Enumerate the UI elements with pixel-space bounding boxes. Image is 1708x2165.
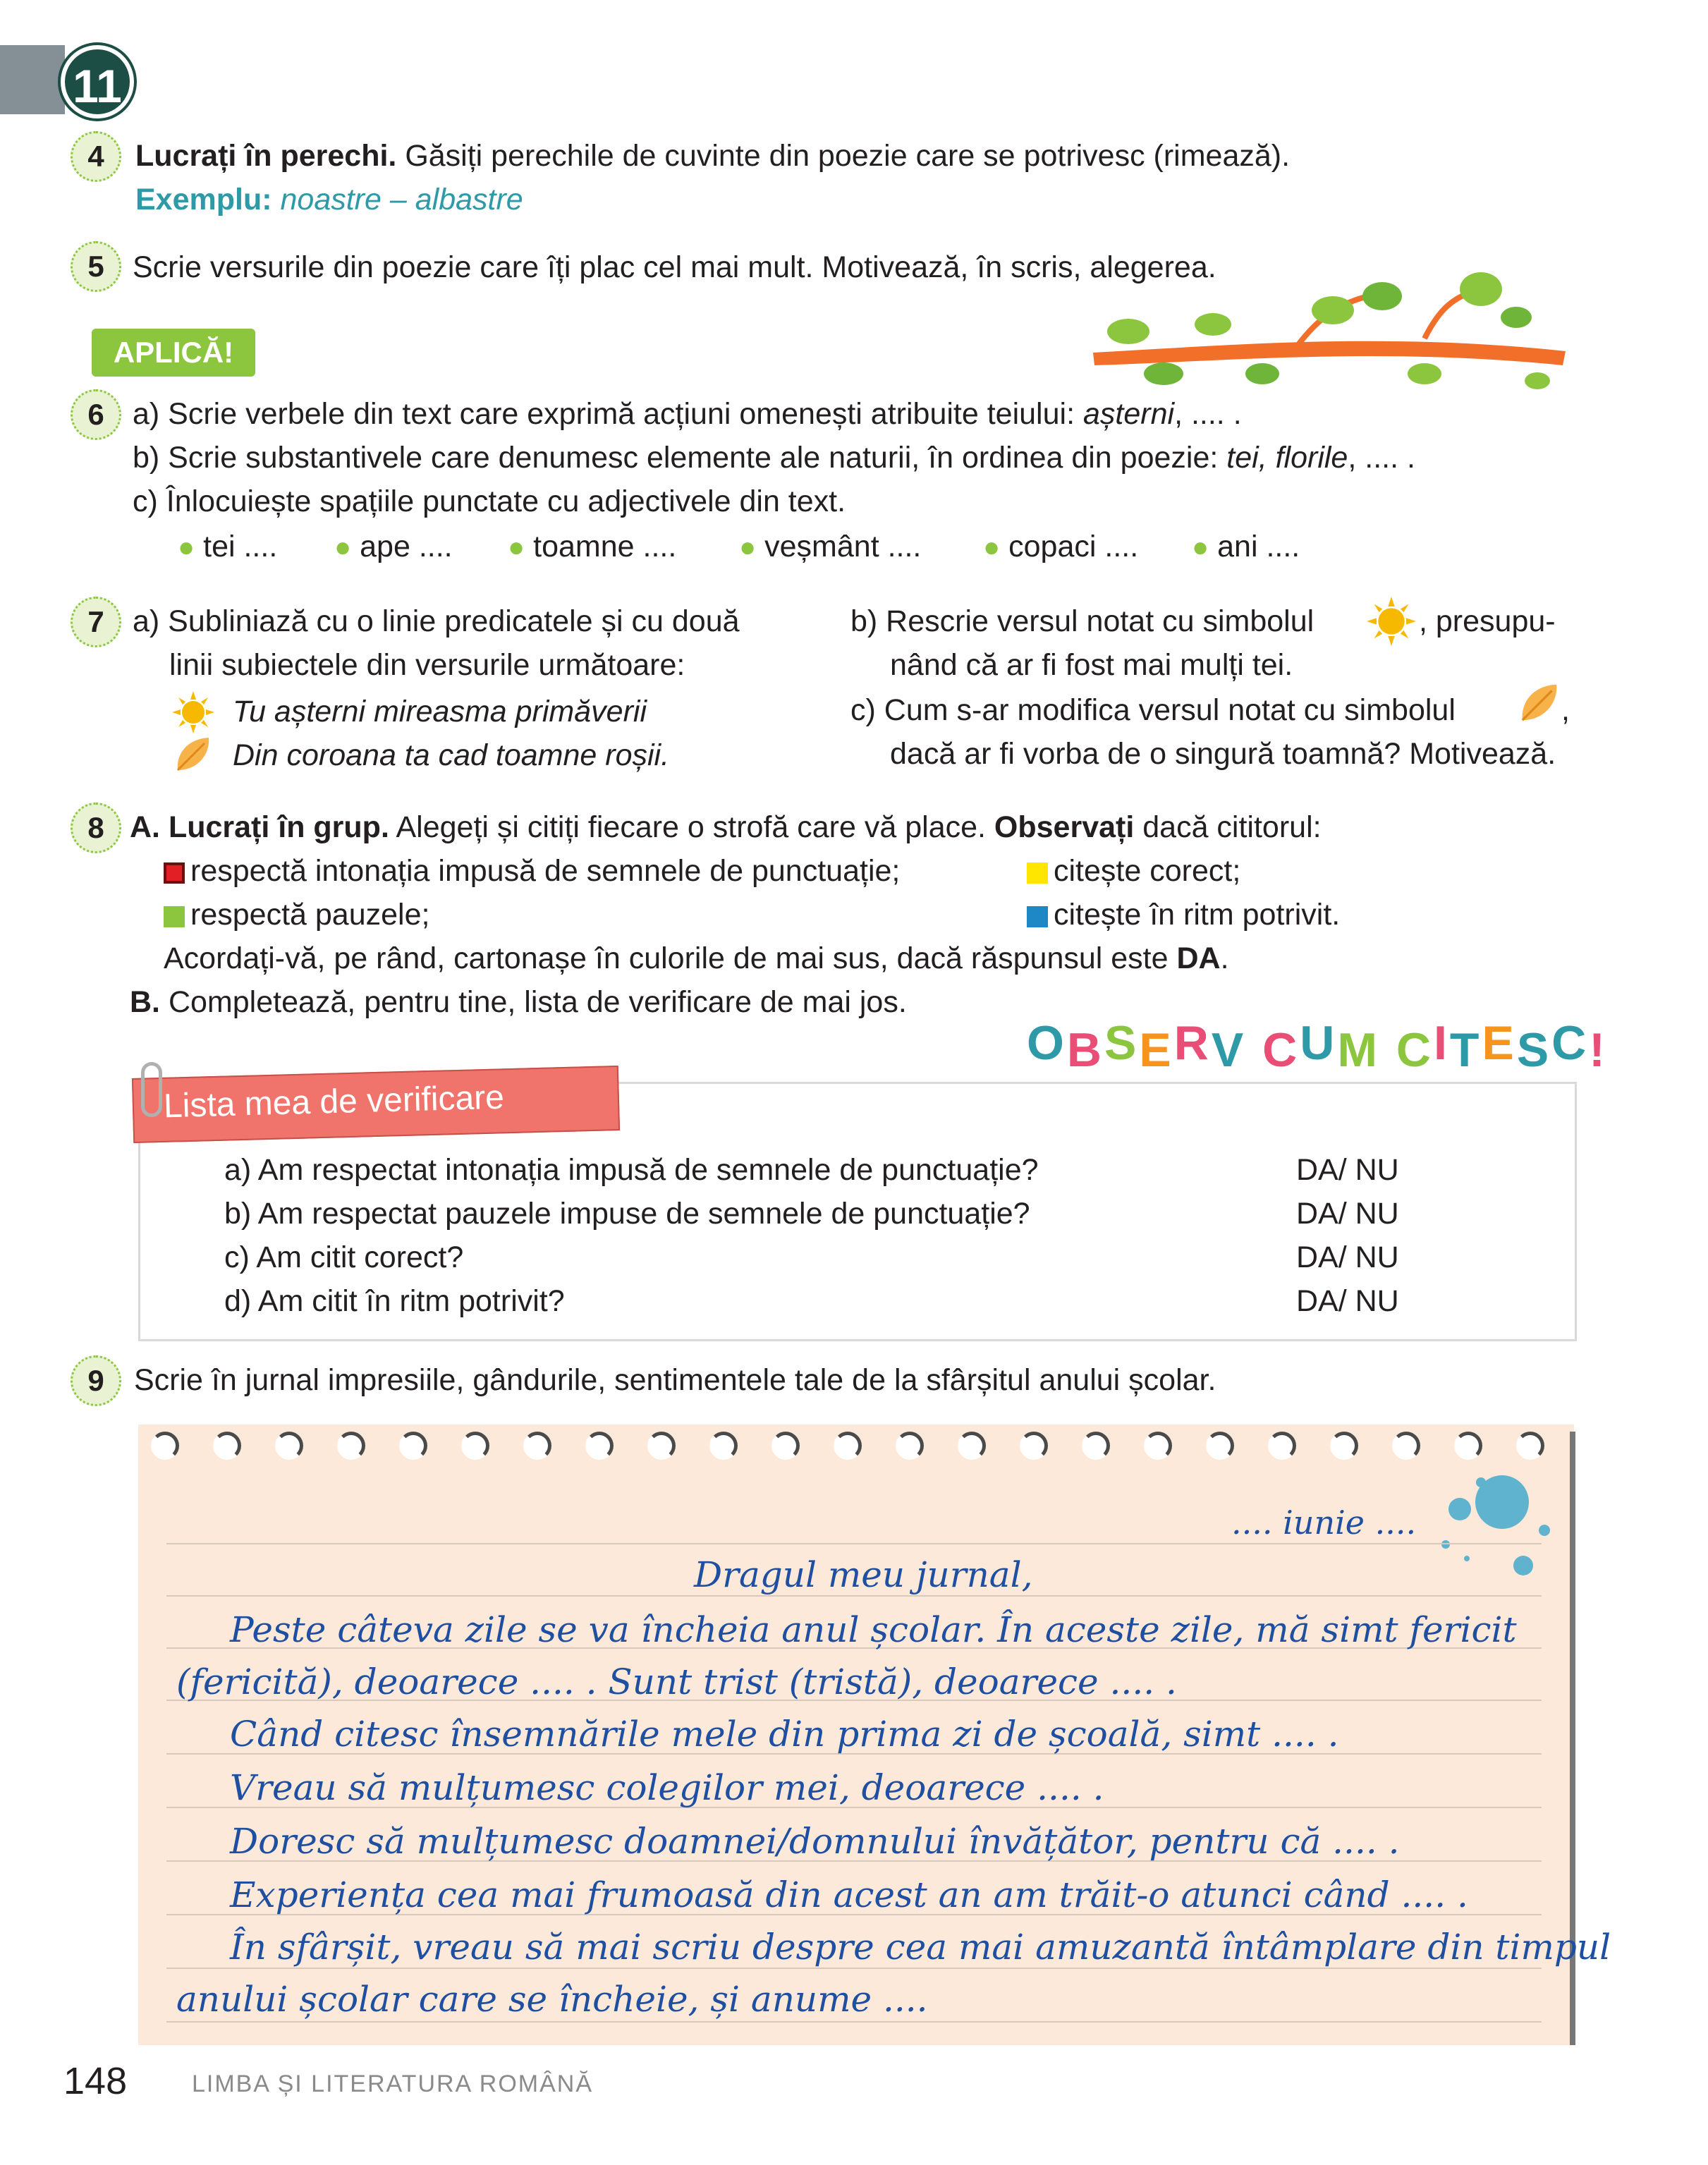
exercise-6-number: 6 — [71, 389, 121, 440]
checklist-answer: DA/ NU — [1296, 1240, 1399, 1274]
exercise-4-text: Găsiți perechile de cuvinte din poezie care se potrivesc (rimează). — [396, 139, 1291, 173]
exercise-7-number: 7 — [71, 597, 121, 647]
item-text: veșmânt .... — [764, 530, 922, 563]
criterion-text: respectă intonația impusă de semnele de punctuație; — [190, 854, 901, 888]
sun-icon — [172, 691, 214, 733]
exercise-6-item: ● toamne .... — [508, 530, 677, 563]
exercise-4-bold: Lucrați în perechi. — [135, 139, 397, 173]
spiral-hole — [275, 1432, 303, 1460]
green-card-icon — [164, 906, 185, 927]
title-letter: V — [1211, 1023, 1247, 1077]
checklist-answer: DA/ NU — [1296, 1284, 1399, 1318]
title-letter: E — [1139, 1023, 1174, 1077]
journal-line: Experiența cea mai frumoasă din acest an am trăit-o atunci când .... . — [230, 1874, 1468, 1915]
criterion-green — [164, 893, 429, 937]
exercise-4-number: 4 — [71, 131, 121, 182]
journal-line: Vreau să mulțumesc colegilor mei, deoarece .... . — [230, 1767, 1104, 1808]
title-letter: E — [1482, 1016, 1517, 1070]
exercise-9-text: Scrie în jurnal impresiile, gândurile, sentimentele tale de la sfârșitul anului școlar. — [134, 1363, 1216, 1397]
exercise-7-b-line2: nând că ar fi fost mai mulți tei. — [890, 648, 1293, 682]
spiral-hole — [834, 1432, 862, 1460]
spiral-hole — [1392, 1432, 1420, 1460]
spiral-hole — [1516, 1432, 1544, 1460]
checklist-question: c) Am citit corect? — [224, 1240, 464, 1274]
title-letter: O — [1027, 1016, 1067, 1070]
title-letter: I — [1434, 1016, 1450, 1070]
spiral-hole — [523, 1432, 551, 1460]
journal-line: Doresc să mulțumesc doamnei/domnului învățător, pentru că .... . — [230, 1821, 1400, 1862]
checklist-question: b) Am respectat pauzele impuse de semnele de punctuație? — [224, 1197, 1030, 1231]
exercise-7-b-line1-end: , presupu- — [1419, 604, 1556, 638]
exercise-7-c-line1-end: , — [1561, 693, 1570, 727]
yellow-card-icon — [1027, 862, 1048, 884]
exercise-6-a-end: , .... . — [1174, 397, 1242, 431]
exercise-7-b-text: b) Rescrie versul notat cu simbolul — [850, 604, 1314, 638]
exercise-6-item: ● tei .... — [178, 530, 278, 563]
title-letter: B — [1066, 1023, 1105, 1077]
exercise-6-item: ● ape .... — [334, 530, 453, 563]
checklist-question: a) Am respectat intonația impusă de semnele de punctuație? — [224, 1153, 1039, 1187]
criterion-yellow — [1027, 849, 1240, 893]
exercise-8-a-text: Alegeți și citiți fiecare o strofă care vă place. — [389, 810, 994, 844]
title-letter: S — [1516, 1023, 1552, 1077]
exercise-6-item: ● veșmânt .... — [739, 530, 922, 563]
autumn-leaf-icon — [172, 733, 214, 776]
item-text: ani .... — [1217, 530, 1300, 563]
red-card-icon — [164, 862, 185, 884]
criterion-text: respectă pauzele; — [190, 898, 430, 932]
title-letter: R — [1173, 1016, 1212, 1070]
checklist-answer: DA/ NU — [1296, 1153, 1399, 1187]
exercise-8-number: 8 — [71, 803, 121, 853]
spiral-hole — [896, 1432, 924, 1460]
exercise-4-example — [135, 178, 523, 221]
item-text: tei .... — [203, 530, 278, 563]
title-letter: M — [1337, 1023, 1380, 1077]
spiral-hole — [461, 1432, 489, 1460]
exercise-6-b — [133, 436, 1415, 480]
exercise-6-a — [133, 392, 1242, 436]
spiral-hole — [1020, 1432, 1048, 1460]
spiral-hole — [337, 1432, 365, 1460]
exercise-5-text: Scrie versurile din poezie care îți plac cel mai mult. Motivează, în scris, alegerea. — [133, 250, 1216, 284]
spiral-hole — [585, 1432, 614, 1460]
spiral-hole — [1330, 1432, 1358, 1460]
item-text: toamne .... — [533, 530, 677, 563]
journal-line: (fericită), deoarece .... . Sunt trist (tristă), deoarece .... . — [176, 1661, 1177, 1702]
journal-line: Peste câteva zile se va încheia anul școlar. În aceste zile, mă simt fericit — [230, 1609, 1517, 1650]
spiral-hole — [647, 1432, 676, 1460]
paperclip-icon — [141, 1062, 162, 1117]
checklist-title: Lista mea de verificare — [163, 1078, 505, 1126]
exercise-7-c-line1: c) Cum s-ar modifica versul notat cu simbolul — [850, 693, 1456, 727]
exercise-9-number: 9 — [71, 1355, 121, 1406]
exercise-4-instruction — [135, 134, 1290, 178]
apply-section-label: APLICĂ! — [92, 329, 255, 377]
verse-2: Din coroana ta cad toamne roșii. — [233, 738, 670, 772]
exercise-6-item: ● ani .... — [1192, 530, 1300, 563]
note-end: . — [1220, 941, 1229, 975]
checklist-question: d) Am citit în ritm potrivit? — [224, 1284, 565, 1318]
exercise-6-a-italic: așterni — [1082, 397, 1175, 431]
title-letter: C — [1551, 1016, 1590, 1070]
criterion-red — [164, 849, 900, 893]
spiral-hole — [771, 1432, 800, 1460]
title-letter — [1246, 1016, 1262, 1071]
example-label: Exemplu: — [135, 183, 272, 216]
spiral-hole — [399, 1432, 427, 1460]
spiral-hole — [213, 1432, 241, 1460]
spiral-hole — [958, 1432, 986, 1460]
subject-title: LIMBA ȘI LITERATURA ROMÂNĂ — [192, 2071, 594, 2097]
autumn-leaf-icon — [1516, 680, 1563, 726]
exercise-6-a-text: a) Scrie verbele din text care exprimă acțiuni omenești atribuite teiului: — [133, 397, 1083, 431]
title-letter: T — [1449, 1023, 1482, 1077]
criterion-blue — [1027, 893, 1340, 937]
spiral-hole — [1144, 1432, 1172, 1460]
exercise-6-b-text: b) Scrie substantivele care denumesc elemente ale naturii, în ordinea din poezie: — [133, 441, 1227, 475]
exercise-8-note — [164, 937, 1229, 980]
checklist-answer: DA/ NU — [1296, 1197, 1399, 1231]
observ-cum-citesc-title — [1027, 1016, 1608, 1077]
criterion-text: citește în ritm potrivit. — [1054, 898, 1341, 932]
spiral-hole — [709, 1432, 738, 1460]
exercise-8-a-bold2: Observați — [994, 810, 1135, 844]
exercise-6-c: c) Înlocuiește spațiile punctate cu adjectivele din text. — [133, 484, 846, 518]
journal-line: Când citesc însemnările mele din prima zi de școală, simt .... . — [230, 1714, 1339, 1755]
exercise-6-b-end: , .... . — [1348, 441, 1415, 475]
example-text: noastre – albastre — [272, 183, 523, 216]
spiral-hole — [1082, 1432, 1110, 1460]
spiral-hole — [1454, 1432, 1482, 1460]
exercise-8-b-bold: B. — [130, 985, 160, 1019]
exercise-8-b — [130, 980, 907, 1024]
spiral-hole — [1268, 1432, 1296, 1460]
journal-date: .... iunie .... — [1231, 1504, 1417, 1542]
title-letter: C — [1396, 1023, 1434, 1077]
exercise-8-a-bold: A. Lucrați în grup. — [130, 810, 389, 844]
exercise-5-number: 5 — [71, 241, 121, 292]
title-letter — [1380, 1016, 1396, 1071]
verse-1: Tu așterni mireasma primăverii — [233, 695, 647, 728]
exercise-8-a — [130, 805, 1322, 849]
journal-line: anului școlar care se încheie, și anume .... — [176, 1979, 928, 2020]
exercise-7-a-line1: a) Subliniază cu o linie predicatele și cu două — [133, 604, 740, 638]
item-text: ape .... — [360, 530, 453, 563]
tree-branch-illustration — [1086, 268, 1573, 395]
sun-icon — [1364, 597, 1419, 646]
unit-bar — [0, 45, 65, 114]
title-letter: U — [1300, 1016, 1338, 1070]
note-bold: DA — [1176, 941, 1221, 975]
blue-card-icon — [1027, 906, 1048, 927]
exercise-7-c-line2: dacă ar fi vorba de o singură toamnă? Motivează. — [890, 737, 1556, 771]
note-text: Acordați-vă, pe rând, cartonașe în culorile de mai sus, dacă răspunsul este — [164, 941, 1177, 975]
title-letter: ! — [1589, 1023, 1608, 1077]
spiral-hole — [151, 1432, 179, 1460]
spiral-hole — [1206, 1432, 1234, 1460]
exercise-6-b-italic: tei, florile — [1226, 441, 1348, 475]
exercise-8-b-text: Completează, pentru tine, lista de verificare de mai jos. — [160, 985, 907, 1019]
journal-line: În sfârșit, vreau să mai scriu despre cea mai amuzantă întâmplare din timpul — [230, 1927, 1611, 1968]
exercise-7-b-line1 — [850, 599, 1314, 643]
title-letter: S — [1104, 1016, 1140, 1070]
exercise-7-a-line2: linii subiectele din versurile următoare: — [169, 648, 685, 682]
exercise-6-item: ● copaci .... — [983, 530, 1139, 563]
item-text: copaci .... — [1008, 530, 1139, 563]
exercise-8-a-text2: dacă cititorul: — [1134, 810, 1322, 844]
criterion-text: citește corect; — [1054, 854, 1241, 888]
title-letter: C — [1262, 1023, 1300, 1077]
journal-greeting: Dragul meu jurnal, — [694, 1554, 1033, 1595]
unit-number-badge: 11 — [61, 45, 134, 118]
page-number: 148 — [63, 2060, 128, 2102]
